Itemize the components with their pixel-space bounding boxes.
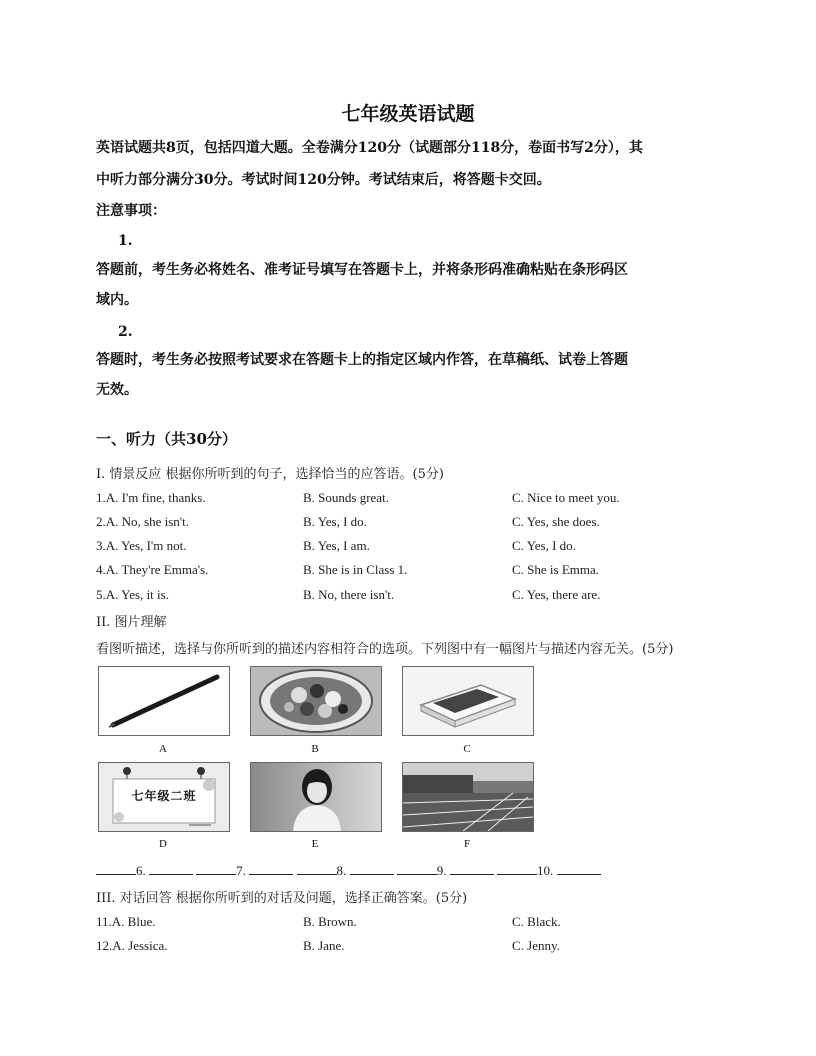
- q2-option-b: B. Yes, I do.: [303, 514, 367, 529]
- picture-c-eraser: [402, 666, 534, 736]
- q11-option-c: C. Black.: [512, 914, 561, 929]
- eraser-icon: [403, 667, 533, 735]
- blank-number: 6.: [136, 863, 146, 878]
- q1-option-a: 1.A. I'm fine, thanks.: [96, 490, 206, 505]
- note-2-line-2: 无效。: [96, 382, 138, 398]
- q1-option-b: B. Sounds great.: [303, 490, 389, 505]
- part-1-heading: I. 情景反应 根据你所听到的句子，选择恰当的应答语。(5分): [96, 467, 444, 482]
- answer-blank: [149, 862, 193, 875]
- q4-option-c: C. She is Emma.: [512, 562, 600, 577]
- note-1-number: 1.: [118, 233, 133, 249]
- page-title: 七年级英语试题: [341, 103, 475, 125]
- answer-blank[interactable]: [96, 862, 136, 875]
- picture-d-board: [98, 762, 230, 832]
- q3-option-a: 3.A. Yes, I'm not.: [96, 538, 187, 553]
- q11-option-b: B. Brown.: [303, 914, 357, 929]
- answer-blank[interactable]: [397, 862, 437, 875]
- blank-number: 7.: [236, 863, 246, 878]
- picture-c-label: C: [463, 743, 471, 755]
- note-2-line-1: 答题时，考生务必按照考试要求在答题卡上的指定区域内作答，在草稿纸、试卷上答题: [96, 352, 628, 368]
- blank-number: 9.: [436, 863, 447, 878]
- q12-option-a: 12.A. Jessica.: [96, 938, 168, 953]
- note-2-number: 2.: [118, 324, 133, 340]
- q12-option-b: B. Jane.: [303, 938, 345, 953]
- picture-a-pen: [98, 666, 230, 736]
- q4-option-a: 4.A. They're Emma's.: [96, 562, 209, 577]
- answer-blank: [350, 862, 394, 875]
- board-text: 七年级二班: [131, 789, 197, 803]
- part-2-heading: II. 图片理解: [96, 615, 167, 630]
- q2-option-a: 2.A. No, she isn't.: [96, 514, 189, 529]
- answer-blank[interactable]: [297, 862, 337, 875]
- note-1-line-2: 域内。: [96, 292, 138, 308]
- picture-d-label: D: [159, 838, 167, 850]
- note-1-line-1: 答题前，考生务必将姓名、准考证号填写在答题卡上，并将条形码准确粘贴在条形码区: [96, 262, 628, 278]
- picture-f-label: F: [463, 838, 471, 850]
- answer-blanks-row: [96, 862, 601, 879]
- q12-option-c: C. Jenny.: [512, 938, 560, 953]
- answer-blank[interactable]: [497, 862, 537, 875]
- answer-blank: [249, 862, 293, 875]
- answer-blank: [450, 862, 494, 875]
- part-2-instruction: 看图听描述，选择与你所听到的描述内容相符合的选项。下列图中有一幅图片与描述内容无关。(5分): [96, 642, 674, 657]
- q3-option-b: B. Yes, I am.: [303, 538, 370, 553]
- intro-line-2: 中听力部分满分30分。考试时间120分钟。考试结束后，将答题卡交回。: [96, 172, 551, 188]
- answer-blank[interactable]: [196, 862, 236, 875]
- pen-icon: [99, 667, 229, 735]
- food-plate-icon: [251, 667, 381, 735]
- running-track-icon: [403, 763, 533, 831]
- q1-option-c: C. Nice to meet you.: [512, 490, 620, 505]
- answer-blank: [557, 862, 601, 875]
- picture-a-label: A: [159, 743, 167, 755]
- q11-option-a: 11.A. Blue.: [96, 914, 156, 929]
- q2-option-c: C. Yes, she does.: [512, 514, 600, 529]
- q3-option-c: C. Yes, I do.: [512, 538, 576, 553]
- part-3-heading: III. 对话回答 根据你所听到的对话及问题，选择正确答案。(5分): [96, 891, 468, 906]
- q4-option-b: B. She is in Class 1.: [303, 562, 408, 577]
- q5-option-a: 5.A. Yes, it is.: [96, 587, 169, 602]
- blank-number: 10.: [537, 863, 554, 878]
- picture-b-food: [250, 666, 382, 736]
- picture-e-girl: [250, 762, 382, 832]
- picture-b-label: B: [311, 743, 319, 755]
- intro-line-1: 英语试题共8页，包括四道大题。全卷满分120分（试题部分118分，卷面书写2分），其: [96, 140, 643, 156]
- girl-portrait-icon: [251, 763, 381, 831]
- blank-number: 8.: [336, 863, 347, 878]
- picture-f-track: [402, 762, 534, 832]
- section-listening-heading: 一、听力（共30分）: [96, 430, 237, 448]
- q5-option-c: C. Yes, there are.: [512, 587, 601, 602]
- picture-e-label: E: [311, 838, 319, 850]
- notes-heading: 注意事项：: [96, 203, 166, 219]
- q5-option-b: B. No, there isn't.: [303, 587, 395, 602]
